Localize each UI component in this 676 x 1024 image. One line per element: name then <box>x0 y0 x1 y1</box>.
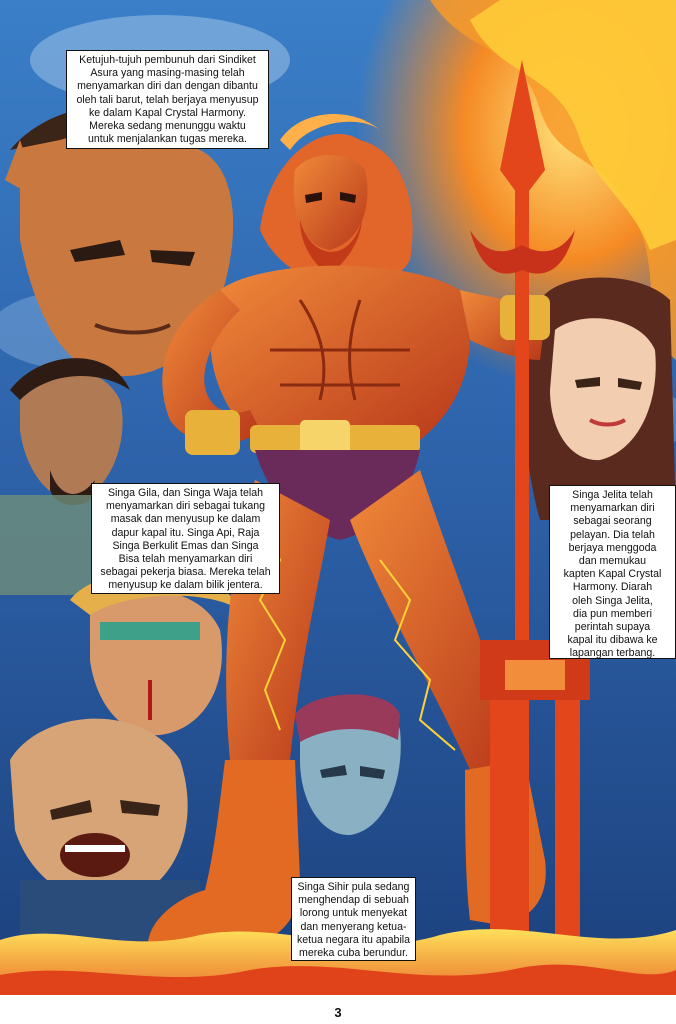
caption-singa-jelita: Singa Jelita telah menyamarkan diri sebagai seorang pelayan. Dia telah berjaya menggoda dan memukau kapten Kapal Crystal Harmony. Diarah oleh Singa Jelita, dia pun memberi perintah supaya kapal itu dibawa ke lapangan terbang. <box>549 485 676 659</box>
page-number: 3 <box>334 1005 342 1020</box>
caption-assassins-infiltrate: Ketujuh-tujuh pembunuh dari Sindiket Asura yang masing-masing telah menyamarkan diri dan dengan dibantu oleh tali barut, telah berjaya menyusup ke dalam Kapal Crystal Harmony. Mereka sedang menunggu waktu untuk menjalankan tugas mereka. <box>66 50 269 149</box>
caption-cooks-and-workers: Singa Gila, dan Singa Waja telah menyamarkan diri sebagai tukang masak dan menyusup ke dalam dapur kapal itu. Singa Api, Raja Singa Berkulit Emas dan Singa Bisa telah menyamarkan diri sebagai pekerja biasa. Mereka telah menyusup ke dalam bilik jentera. <box>91 483 280 594</box>
caption-singa-sihir: Singa Sihir pula sedang menghendap di sebuah lorong untuk menyekat dan menyerang ketua- ketua negara itu apabila mereka cuba berundur. <box>291 877 416 961</box>
